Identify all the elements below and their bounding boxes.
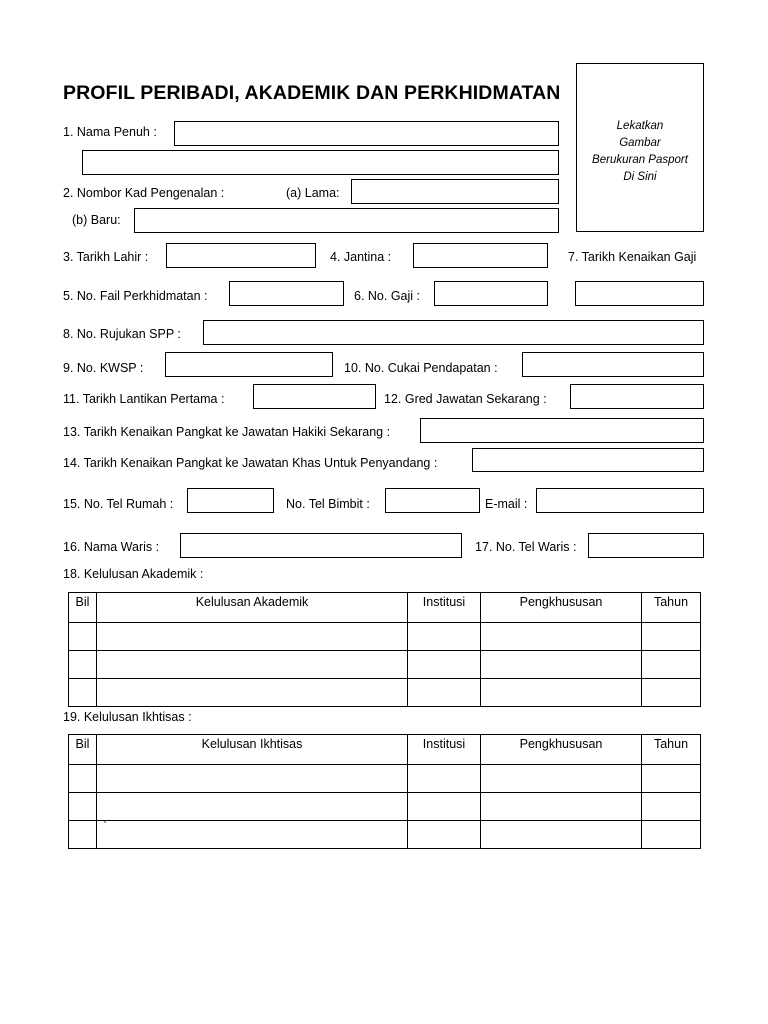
input-kenaikan-khas[interactable]	[472, 448, 704, 472]
label-kenaikan-khas: 14. Tarikh Kenaikan Pangkat ke Jawatan Khas Untuk Penyandang :	[63, 456, 438, 470]
label-tel-rumah: 15. No. Tel Rumah :	[63, 497, 174, 511]
input-tarikh-lantikan[interactable]	[253, 384, 376, 409]
table-cell[interactable]	[481, 679, 642, 707]
table-cell[interactable]	[69, 623, 97, 651]
column-header: Tahun	[642, 735, 701, 765]
table-cell[interactable]	[97, 793, 408, 821]
input-tarikh-kenaikan-gaji[interactable]	[575, 281, 704, 306]
table-cell[interactable]	[642, 793, 701, 821]
label-nombor-kp: 2. Nombor Kad Pengenalan :	[63, 186, 225, 200]
column-header: Pengkhususan	[481, 735, 642, 765]
label-kenaikan-hakiki: 13. Tarikh Kenaikan Pangkat ke Jawatan Hakiki Sekarang :	[63, 425, 391, 439]
table-cell[interactable]	[408, 651, 481, 679]
table-cell[interactable]	[408, 793, 481, 821]
photo-line: Di Sini	[623, 171, 657, 183]
table-cell[interactable]	[481, 651, 642, 679]
column-header: Kelulusan Ikhtisas	[97, 735, 408, 765]
column-header: Institusi	[408, 593, 481, 623]
input-kp-lama[interactable]	[351, 179, 559, 204]
table-cell[interactable]	[69, 765, 97, 793]
input-gred-jawatan[interactable]	[570, 384, 704, 409]
page-title: PROFIL PERIBADI, AKADEMIK DAN PERKHIDMATAN	[63, 82, 561, 104]
column-header: Bil	[69, 593, 97, 623]
column-header: Pengkhususan	[481, 593, 642, 623]
label-kp-lama: (a) Lama:	[286, 186, 340, 200]
label-no-kwsp: 9. No. KWSP :	[63, 361, 144, 375]
photo-line: Gambar	[619, 137, 661, 149]
table-row	[69, 651, 701, 679]
input-nama-penuh-line1[interactable]	[174, 121, 559, 146]
label-gred-jawatan: 12. Gred Jawatan Sekarang :	[384, 392, 547, 406]
table-cell[interactable]	[642, 765, 701, 793]
table-cell[interactable]	[97, 623, 408, 651]
input-tarikh-lahir[interactable]	[166, 243, 316, 268]
table-row	[69, 765, 701, 793]
column-header: Kelulusan Akademik	[97, 593, 408, 623]
table-row	[69, 821, 701, 849]
table-header-row	[69, 593, 701, 623]
label-email: E-mail :	[485, 497, 528, 511]
table-cell[interactable]	[642, 679, 701, 707]
table-cell[interactable]	[642, 651, 701, 679]
label-no-cukai: 10. No. Cukai Pendapatan :	[344, 361, 498, 375]
label-no-fail: 5. No. Fail Perkhidmatan :	[63, 289, 208, 303]
input-tel-bimbit[interactable]	[385, 488, 480, 513]
table-cell[interactable]	[69, 679, 97, 707]
table-cell[interactable]	[481, 623, 642, 651]
input-no-rujukan-spp[interactable]	[203, 320, 704, 345]
table-cell[interactable]	[69, 821, 97, 849]
table-cell[interactable]	[97, 651, 408, 679]
column-header: Institusi	[408, 735, 481, 765]
input-no-gaji[interactable]	[434, 281, 548, 306]
label-no-gaji: 6. No. Gaji :	[354, 289, 420, 303]
table-header-row	[69, 735, 701, 765]
table-cell[interactable]	[69, 651, 97, 679]
input-no-kwsp[interactable]	[165, 352, 333, 377]
ikhtisas-table	[68, 734, 701, 849]
table-row	[69, 793, 701, 821]
label-tel-waris: 17. No. Tel Waris :	[475, 540, 577, 554]
input-tel-rumah[interactable]	[187, 488, 274, 513]
label-no-rujukan-spp: 8. No. Rujukan SPP :	[63, 327, 181, 341]
table-cell[interactable]	[481, 793, 642, 821]
input-kenaikan-hakiki[interactable]	[420, 418, 704, 443]
input-email[interactable]	[536, 488, 704, 513]
akademik-heading: 18. Kelulusan Akademik :	[63, 567, 204, 581]
input-nama-waris[interactable]	[180, 533, 462, 558]
table-cell[interactable]	[642, 623, 701, 651]
photo-instructions	[577, 118, 703, 186]
table-cell[interactable]	[408, 821, 481, 849]
table-cell[interactable]	[408, 765, 481, 793]
label-nama-waris: 16. Nama Waris :	[63, 540, 160, 554]
table-cell-stray-mark[interactable]: `	[97, 821, 408, 849]
label-jantina: 4. Jantina :	[330, 250, 392, 264]
label-tarikh-kenaikan-gaji: 7. Tarikh Kenaikan Gaji	[568, 250, 697, 264]
label-tarikh-lantikan: 11. Tarikh Lantikan Pertama :	[63, 392, 225, 406]
input-no-fail[interactable]	[229, 281, 344, 306]
table-row	[69, 623, 701, 651]
table-cell[interactable]	[408, 623, 481, 651]
label-tarikh-lahir: 3. Tarikh Lahir :	[63, 250, 149, 264]
photo-line: Berukuran Pasport	[592, 154, 688, 166]
label-tel-bimbit: No. Tel Bimbit :	[286, 497, 370, 511]
input-no-cukai[interactable]	[522, 352, 704, 377]
table-cell[interactable]	[69, 793, 97, 821]
label-nama-penuh: 1. Nama Penuh :	[63, 125, 157, 139]
photo-line: Lekatkan	[616, 120, 664, 132]
table-cell[interactable]	[408, 679, 481, 707]
ikhtisas-heading: 19. Kelulusan Ikhtisas :	[63, 710, 192, 724]
input-tel-waris[interactable]	[588, 533, 704, 558]
input-jantina[interactable]	[413, 243, 548, 268]
table-cell[interactable]	[97, 679, 408, 707]
table-cell[interactable]	[642, 821, 701, 849]
column-header: Tahun	[642, 593, 701, 623]
input-kp-baru[interactable]	[134, 208, 559, 233]
passport-photo-box	[576, 63, 704, 232]
table-row	[69, 679, 701, 707]
input-nama-penuh-line2[interactable]	[82, 150, 559, 175]
akademik-table	[68, 592, 701, 707]
column-header: Bil	[69, 735, 97, 765]
label-kp-baru: (b) Baru:	[72, 213, 121, 227]
table-cell[interactable]	[481, 765, 642, 793]
table-cell[interactable]	[97, 765, 408, 793]
table-cell[interactable]	[481, 821, 642, 849]
